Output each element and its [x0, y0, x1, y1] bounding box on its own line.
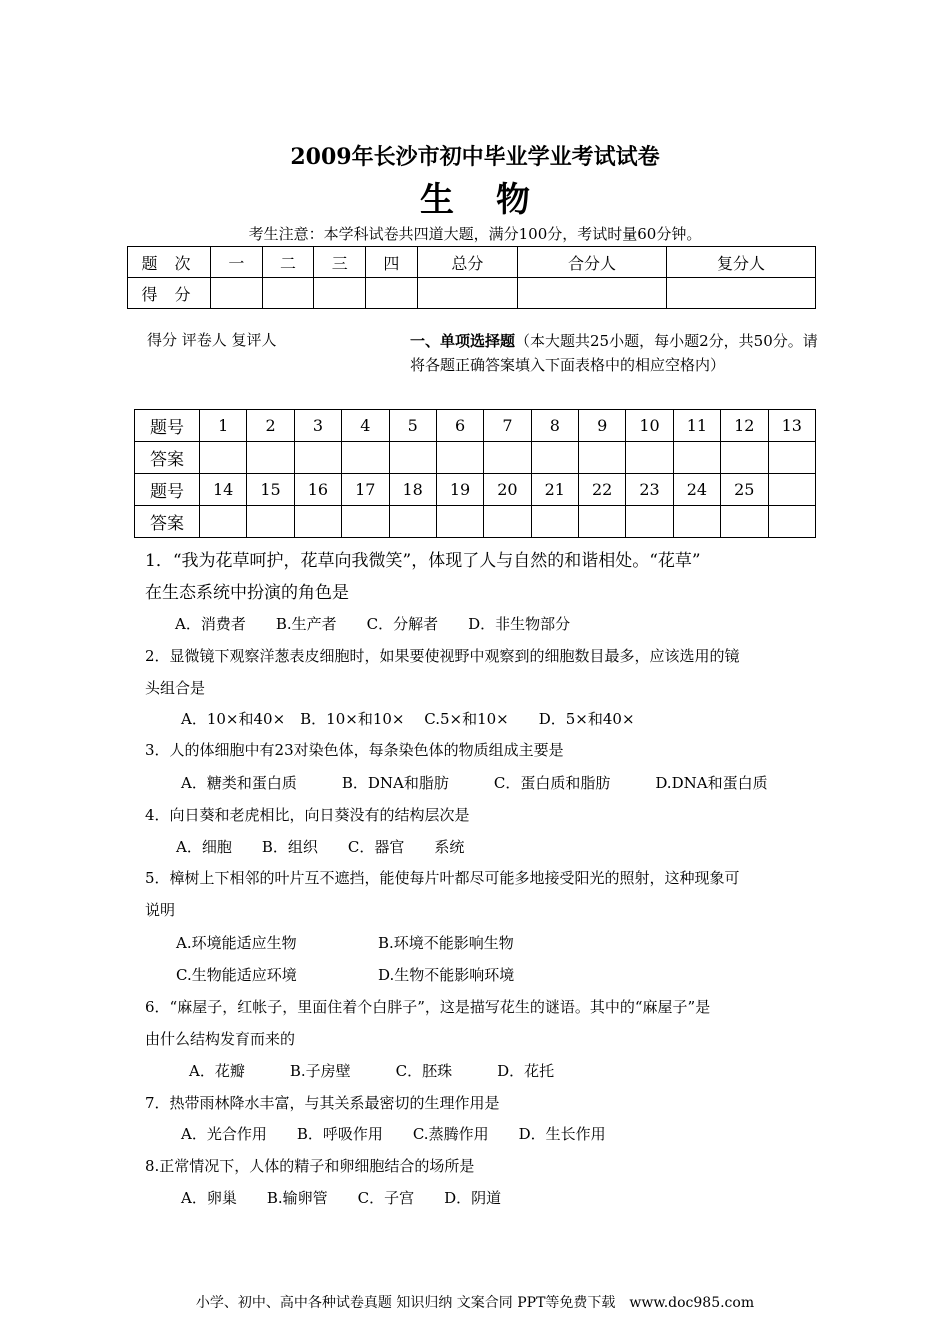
- answer-table-ans-row: [135, 506, 816, 538]
- question-number: 25: [721, 474, 768, 506]
- question-number: 10: [626, 410, 673, 442]
- section-title: 一、单项选择题: [410, 332, 516, 350]
- question-6-line1: 6．“麻屋子，红帐子，里面住着个白胖子”，这是描写花生的谜语。其中的“麻屋子”是: [145, 998, 711, 1016]
- answer-blank-cell: [768, 506, 816, 538]
- question-4-options: A．细胞 B．组织 C．器官 系统: [176, 838, 465, 856]
- score-blank-cell: [211, 278, 263, 309]
- answer-blank-cell: [200, 442, 247, 474]
- score-cell: 一: [211, 247, 263, 278]
- section-heading: [410, 329, 830, 377]
- question-5-option-a: A.环境能适应生物: [176, 934, 297, 952]
- question-number: 13: [768, 410, 816, 442]
- question-number: 14: [200, 474, 247, 506]
- question-number: 23: [626, 474, 673, 506]
- section-instructions: （本大题共25小题，每小题2分，共50分。请将各题正确答案填入下面表格中的相应空格内）: [410, 332, 818, 374]
- question-5-option-b: B.环境不能影响生物: [378, 934, 514, 952]
- score-blank-cell: [518, 278, 667, 309]
- question-number: 4: [342, 410, 389, 442]
- question-1-options: A．消费者 B.生产者 C．分解者 D．非生物部分: [175, 615, 571, 633]
- question-5-option-d: D.生物不能影响环境: [378, 966, 515, 984]
- question-1-line2: 在生态系统中扮演的角色是: [145, 583, 349, 603]
- answer-blank-cell: [673, 442, 720, 474]
- ans-row-label: 答案: [135, 506, 200, 538]
- question-3-line1: 3．人的体细胞中有23对染色体，每条染色体的物质组成主要是: [145, 741, 564, 759]
- answer-blank-cell: [389, 442, 436, 474]
- answer-blank-cell: [200, 506, 247, 538]
- question-number: 15: [247, 474, 294, 506]
- ans-row-label: 答案: [135, 442, 200, 474]
- answer-blank-cell: [484, 442, 531, 474]
- question-8-line1: 8.正常情况下，人体的精子和卵细胞结合的场所是: [145, 1157, 475, 1175]
- score-cell: 总分: [417, 247, 517, 278]
- question-number: 24: [673, 474, 720, 506]
- answer-blank-cell: [768, 442, 816, 474]
- question-7-options: A．光合作用 B．呼吸作用 C.蒸腾作用 D．生长作用: [181, 1125, 606, 1143]
- score-cell: 合分人: [518, 247, 667, 278]
- question-number: 22: [579, 474, 626, 506]
- answer-table-ans-row: [135, 442, 816, 474]
- question-8-options: A．卵巢 B.输卵管 C．子宫 D．阴道: [181, 1189, 502, 1207]
- answer-table-num-row: [135, 474, 816, 506]
- answer-blank-cell: [436, 442, 483, 474]
- question-2-line1: 2．显微镜下观察洋葱表皮细胞时，如果要使视野中观察到的细胞数目最多，应该选用的镜: [145, 647, 740, 665]
- score-cell: 复分人: [666, 247, 815, 278]
- answer-blank-cell: [247, 506, 294, 538]
- score-blank-cell: [666, 278, 815, 309]
- score-blank-cell: [262, 278, 314, 309]
- question-number: 12: [721, 410, 768, 442]
- score-table-header-row: [128, 247, 816, 278]
- answer-blank-cell: [531, 506, 578, 538]
- answer-blank-cell: [247, 442, 294, 474]
- exam-title: 2009年长沙市初中毕业学业考试试卷: [290, 144, 660, 170]
- question-number: 1: [200, 410, 247, 442]
- footer-text: 小学、初中、高中各种试卷真题 知识归纳 文案合同 PPT等免费下载 www.doc985.com: [195, 1295, 755, 1311]
- answer-blank-cell: [294, 442, 341, 474]
- question-number: [768, 474, 816, 506]
- answer-blank-cell: [484, 506, 531, 538]
- question-number: 21: [531, 474, 578, 506]
- question-1-line1: 1．“我为花草呵护，花草向我微笑”，体现了人与自然的和谐相处。“花草”: [145, 551, 701, 571]
- answer-blank-cell: [436, 506, 483, 538]
- question-2-options: A．10×和40× B．10×和10× C.5×和10× D．5×和40×: [181, 710, 635, 728]
- score-blank-cell: [366, 278, 418, 309]
- question-4-line1: 4．向日葵和老虎相比，向日葵没有的结构层次是: [145, 806, 470, 824]
- question-7-line1: 7．热带雨林降水丰富，与其关系最密切的生理作用是: [145, 1094, 500, 1112]
- question-number: 5: [389, 410, 436, 442]
- answer-table: [134, 409, 816, 538]
- answer-table-num-row: [135, 410, 816, 442]
- question-number: 9: [579, 410, 626, 442]
- answer-blank-cell: [626, 506, 673, 538]
- question-number: 18: [389, 474, 436, 506]
- question-3-options: A．糖类和蛋白质 B．DNA和脂肪 C．蛋白质和脂肪 D.DNA和蛋白质: [181, 774, 768, 792]
- answer-blank-cell: [342, 442, 389, 474]
- question-number: 16: [294, 474, 341, 506]
- score-table-score-row: [128, 278, 816, 309]
- question-6-line2: 由什么结构发育而来的: [145, 1030, 296, 1048]
- answer-blank-cell: [294, 506, 341, 538]
- grader-labels: 得分 评卷人 复评人: [147, 331, 277, 349]
- answer-blank-cell: [721, 442, 768, 474]
- question-6-options: A．花瓣 B.子房壁 C．胚珠 D．花托: [189, 1062, 555, 1080]
- score-table: [127, 246, 816, 309]
- score-blank-cell: [314, 278, 366, 309]
- subject-title: 生物: [420, 180, 572, 220]
- question-number: 3: [294, 410, 341, 442]
- score-cell: 二: [262, 247, 314, 278]
- answer-blank-cell: [531, 442, 578, 474]
- score-cell: 三: [314, 247, 366, 278]
- answer-blank-cell: [579, 506, 626, 538]
- answer-blank-cell: [673, 506, 720, 538]
- question-number: 19: [436, 474, 483, 506]
- score-cell: 四: [366, 247, 418, 278]
- question-number: 7: [484, 410, 531, 442]
- answer-blank-cell: [626, 442, 673, 474]
- score-blank-cell: [417, 278, 517, 309]
- score-row-label: 得 分: [128, 278, 211, 309]
- question-number: 11: [673, 410, 720, 442]
- num-row-label: 题号: [135, 410, 200, 442]
- question-number: 20: [484, 474, 531, 506]
- question-5-line1: 5．樟树上下相邻的叶片互不遮挡，能使每片叶都尽可能多地接受阳光的照射，这种现象可: [145, 869, 740, 887]
- answer-blank-cell: [721, 506, 768, 538]
- num-row-label: 题号: [135, 474, 200, 506]
- question-2-line2: 头组合是: [145, 679, 206, 697]
- answer-blank-cell: [579, 442, 626, 474]
- question-5-option-c: C.生物能适应环境: [176, 966, 297, 984]
- answer-blank-cell: [342, 506, 389, 538]
- exam-notice: 考生注意：本学科试卷共四道大题，满分100分，考试时量60分钟。: [248, 225, 702, 243]
- question-number: 17: [342, 474, 389, 506]
- question-number: 6: [436, 410, 483, 442]
- score-cell: 题 次: [128, 247, 211, 278]
- question-number: 2: [247, 410, 294, 442]
- question-number: 8: [531, 410, 578, 442]
- question-5-line2: 说明: [145, 901, 176, 919]
- answer-blank-cell: [389, 506, 436, 538]
